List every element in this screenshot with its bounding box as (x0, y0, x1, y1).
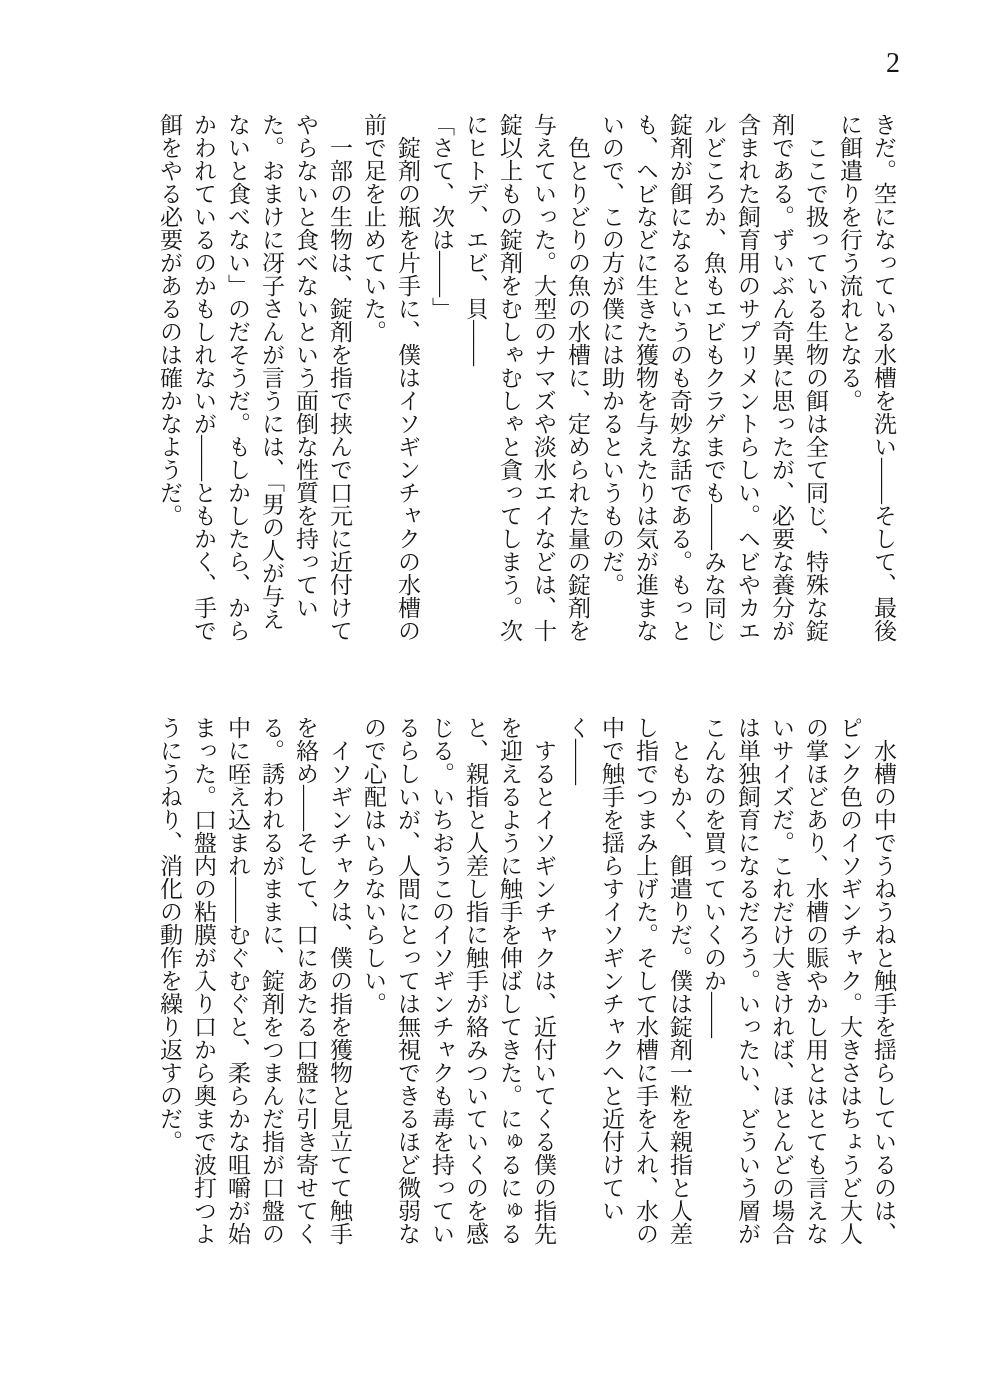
text-block-top (152, 113, 900, 653)
text-block-bottom (152, 716, 900, 1256)
paragraph-top-6: 一部の生物は、錠剤を指で挟んで口元に近付けてやらないと食べないという面倒な性質を持っていた。おまけに冴子さんが言うには、「男の人が与えないと食べない」のだそうだ。もしかしたら、からかわれているのかもしれないが——ともかく、手で餌をやる必要があるのは確かなようだ。 (157, 113, 352, 642)
paragraph-bottom-4: イソギンチャクは、僕の指を獲物と見立てて触手を絡め——そして、口にあたる口盤に引き寄せてくる。誘われるがままに、錠剤をつまんだ指が口盤の中に咥え込まれ——むぐむぐと、柔らかな咀嚼が始まった。口盤内の粘膜が入り口から奥まで波打つようにうねり、消化の動作を繰り返すのだ。 (157, 716, 352, 1245)
paragraph-top-4-dialogue: 「さて、次は——」 (429, 113, 454, 320)
paragraph-top-1: きだ。空になっている水槽を洗い——そして、最後に餌遣りを行う流れとなる。 (837, 113, 896, 642)
paragraph-bottom-1: 水槽の中でうねうねと触手を揺らしているのは、ピンク色のイソギンチャク。大きさはちょうど大人の掌ほどあり、水槽の賑やかし用とはとても言えないサイズだ。これだけ大きければ、ほとんどの場合は単独飼育になるだろう。いったい、どういう層がこんなのを買っていくのか—— (701, 716, 896, 1245)
paragraph-bottom-3: するとイソギンチャクは、近付いてくる僕の指先を迎えるように触手を伸ばしてきた。にゅるにゅると、親指と人差し指に触手が絡みついていくのを感じる。いちおうこのイソギンチャクも毒を持っているらしいが、人間にとっては無視できるほど微弱なので心配はいらないらしい。 (361, 716, 556, 1245)
paragraph-bottom-2: ともかく、餌遣りだ。僕は錠剤一粒を親指と人差し指でつまみ上げた。そして水槽に手を入れ、水の中で触手を揺らすイソギンチャクへと近付けていく⁠—— (565, 716, 692, 1245)
paragraph-top-2: ここで扱っている生物の餌は全て同じ、特殊な錠剤である。ずいぶん奇異に思ったが、必要な養分が含まれた飼育用のサプリメントらしい。ヘビやカエルどころか、魚もエビもクラゲまでも——みな同じ錠剤が餌になるというのも奇妙な話である。もっとも、ヘビなどに生きた獲物を与えたりは気が進まないので、この方が僕には助かるというものだ。 (599, 113, 828, 642)
paragraph-top-5: 錠剤の瓶を片手に、僕はイソギンチャクの水槽の前で足を止めていた。 (361, 113, 420, 642)
paragraph-top-3: 色とりどりの魚の水槽に、定められた量の錠剤を与えていった。大型のナマズや淡水エイなどは、十錠以上もの錠剤をむしゃむしゃと貪ってしまう。次にヒトデ、エビ、貝—— (463, 113, 590, 642)
page-number: 2 (886, 48, 900, 79)
